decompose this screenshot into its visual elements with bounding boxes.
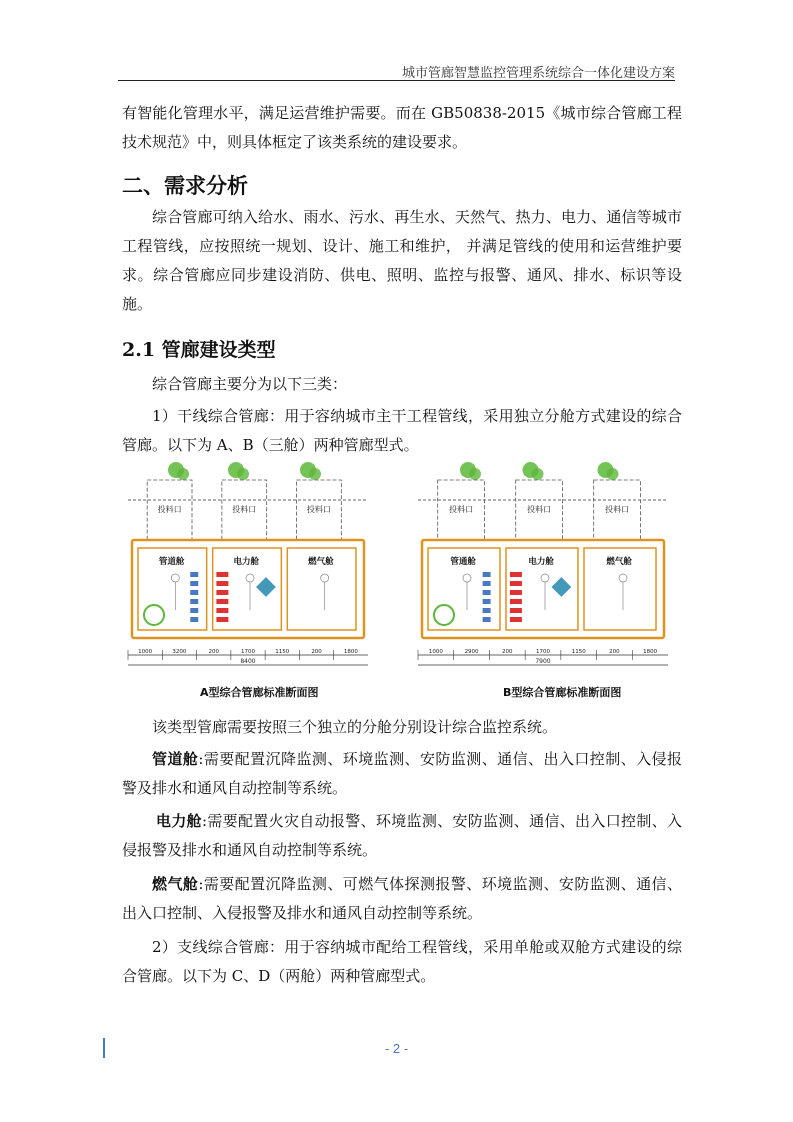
b-dim-value-0: 1000 [428,649,443,655]
paragraph-pipe-cabin [122,745,682,803]
b-tray-b-0 [510,572,522,577]
a-tray-b-3 [216,599,228,604]
paragraph-gas-cabin [122,870,682,928]
b-tray-a-4 [483,608,491,613]
paragraph-power-cabin [122,807,682,865]
b-dim-value-1: 2900 [464,649,479,655]
b-tray-b-5 [510,617,522,622]
caption-a: A型综合管廊标准断面图 [200,686,319,699]
a-dim-total: 8400 [240,658,256,665]
b-tray-b-4 [510,608,522,613]
b-hatch-label-2: 投料口 [605,505,630,514]
power-cabin-label: 电力舱 [156,812,202,830]
b-tray-a-1 [483,581,491,586]
b-cabin-label-2: 燃气舱 [606,557,632,567]
b-dim-value-2: 200 [502,649,513,655]
a-tray-b-4 [216,608,228,613]
b-dim-value-4: 1150 [571,649,586,655]
caption-b: B型综合管廊标准断面图 [503,686,622,699]
a-tray-b-0 [216,572,228,577]
a-tray-a-5 [190,617,198,622]
a-tree-leaf-0 [177,468,189,480]
b-tray-b-1 [510,581,522,586]
b-tray-a-5 [483,617,491,622]
b-dim-value-3: 1700 [536,649,550,655]
a-tree-leaf-2 [309,468,321,480]
paragraph-continuation: 有智能化管理水平，满足运营维护需要。而在 GB50838-2015《城市综合管廊工程技术规范》中，则具体框定了该类系统的建设要求。 [122,104,682,151]
a-hatch-label-0: 投料口 [157,505,182,514]
a-tray-b-1 [216,581,228,586]
a-dim-value-5: 200 [311,649,322,655]
b-hatch-label-0: 投料口 [449,505,474,514]
a-tray-a-3 [190,599,198,604]
gas-cabin-text: :需要配置沉降监测、可燃气体探测报警、环境监测、安防监测、通信、出入口控制、入侵报警及排水和通风自动控制等系统。 [122,875,682,922]
a-dim-value-3: 1700 [241,649,255,655]
pipe-cabin-label: 管道舱 [152,750,199,768]
a-tree-leaf-1 [237,468,249,480]
b-dim-total: 7900 [535,658,551,665]
b-tree-leaf-2 [607,468,619,480]
a-hatch-label-1: 投料口 [232,505,257,514]
a-dim-value-0: 1000 [138,649,153,655]
paragraph-branch: 2）支线综合管廊：用于容纳城市配给工程管线，采用单舱或双舱方式建设的综合管廊。以下为 C、D（两舱）两种管廊型式。 [122,938,682,985]
b-tray-b-3 [510,599,522,604]
b-dim-value-6: 1800 [643,649,658,655]
b-cabin-label-1: 电力舱 [528,557,554,567]
paragraph-intro: 综合管廊可纳入给水、雨水、污水、再生水、天然气、热力、电力、通信等城市工程管线，应按照统一规划、设计、施工和维护， 并满足管线的使用和运营维护要求。综合管廊应同步建设消防、供电、照明、监控与报警、通风、排水、标识等设施。 [122,208,682,313]
a-cabin-label-1: 电力舱 [233,557,260,567]
gas-cabin-label: 燃气舱 [152,875,199,893]
a-tray-b-5 [216,617,228,622]
b-tray-a-0 [483,572,491,577]
section-title: 二、需求分析 [122,173,248,198]
paragraph-trunk: 1）干线综合管廊：用于容纳城市主干工程管线，采用独立分舱方式建设的综合管廊。以下为 A、B（三舱）两种管廊型式。 [122,407,682,454]
a-tray-a-0 [190,572,198,577]
a-cabin-label-0: 管道舱 [158,557,185,567]
a-dim-value-1: 3200 [172,649,187,655]
a-tray-a-2 [190,590,198,595]
a-hatch-label-2: 投料口 [306,505,331,514]
b-hatch-label-1: 投料口 [527,505,552,514]
b-dim-value-5: 200 [609,649,620,655]
b-tree-leaf-1 [532,468,544,480]
paragraph-types: 综合管廊主要分为以下三类： [152,375,348,393]
a-tray-b-2 [216,590,228,595]
a-dim-value-2: 200 [208,649,219,655]
figure-svg [118,460,678,710]
a-dim-value-6: 1800 [343,649,358,655]
power-cabin-text: :需要配置火灾自动报警、环境监测、安防监测、通信、出入口控制、入侵报警及排水和通风自动控制等系统。 [122,812,682,859]
header-title: 城市管廊智慧监控管理系统综合一体化建设方案 [401,66,675,81]
b-tray-a-2 [483,590,491,595]
b-cabin-label-0: 管通舱 [450,557,476,567]
subsection-title: 2.1 管廊建设类型 [122,339,276,361]
b-tray-a-3 [483,599,491,604]
a-tray-a-1 [190,581,198,586]
cross-section-figures [118,460,678,710]
b-tray-b-2 [510,590,522,595]
a-cabin-label-2: 燃气舱 [308,557,334,567]
header-rule [118,80,675,81]
b-tree-leaf-0 [469,468,481,480]
a-tray-a-4 [190,608,198,613]
paragraph-design: 该类型管廊需要按照三个独立的分舱分别设计综合监控系统。 [152,718,558,736]
a-dim-value-4: 1150 [275,649,290,655]
pipe-cabin-text: :需要配置沉降监测、环境监测、安防监测、通信、出入口控制、入侵报警及排水和通风自动控制等系统。 [122,750,682,797]
page-number: - 2 - [384,1041,409,1056]
